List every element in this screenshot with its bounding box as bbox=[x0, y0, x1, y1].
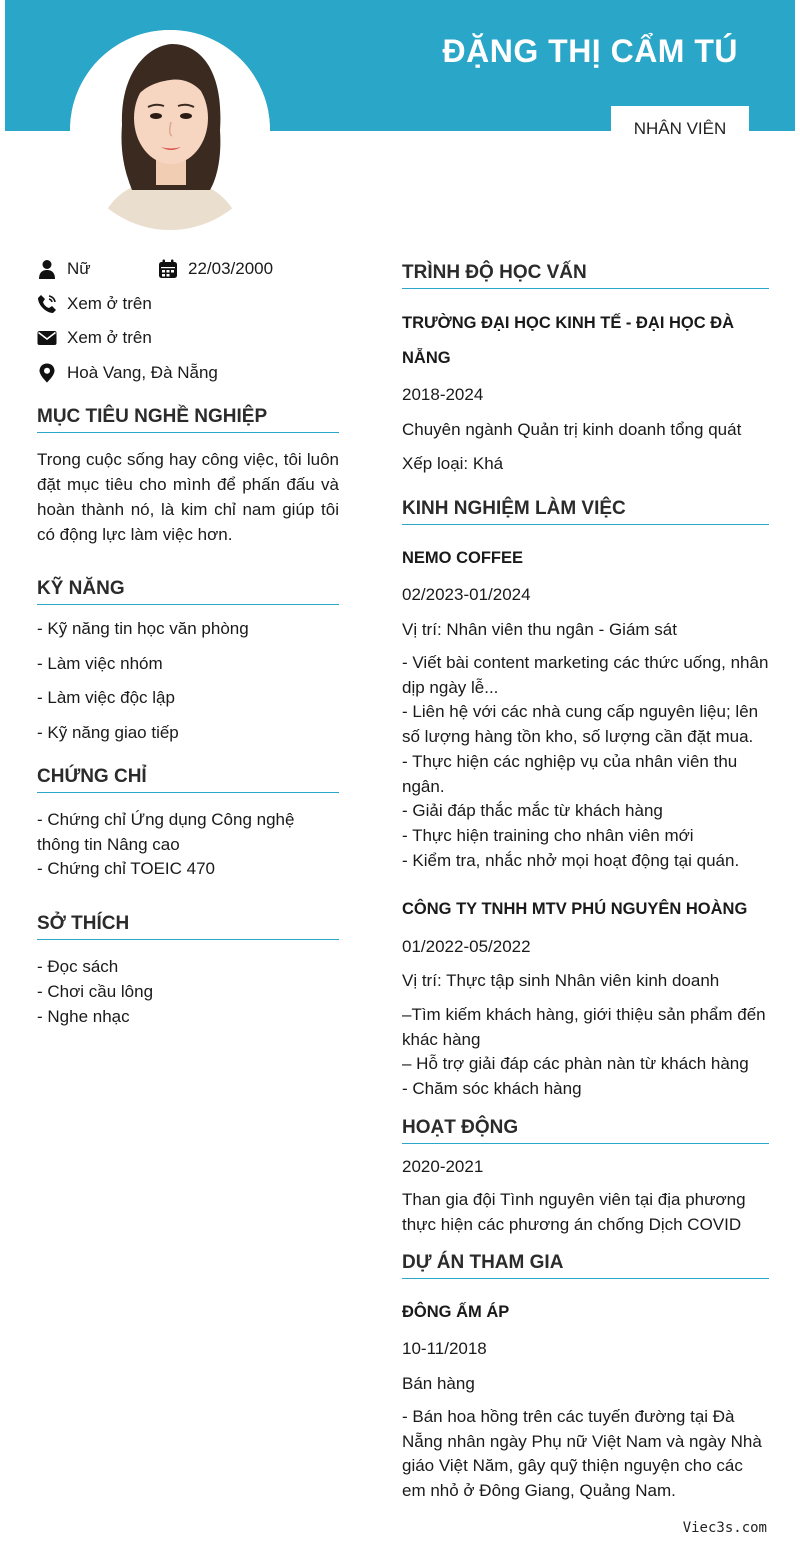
school-name: TRƯỜNG ĐẠI HỌC KINH TẾ - ĐẠI HỌC ĐÀ NẴNG bbox=[402, 314, 735, 367]
project-period: 10-11/2018 bbox=[402, 1339, 487, 1359]
user-icon bbox=[37, 259, 57, 279]
list-item: - Thực hiện các nghiệp vụ của nhân viên thu ngân. bbox=[402, 751, 738, 796]
left-column bbox=[37, 252, 339, 1029]
hobbies-title: SỞ THÍCH bbox=[37, 913, 339, 940]
gender-info bbox=[37, 259, 158, 279]
job-period: 01/2022-05/2022 bbox=[402, 936, 531, 956]
job-entry bbox=[402, 892, 769, 1101]
education-block bbox=[402, 306, 769, 482]
envelope-icon bbox=[37, 328, 57, 348]
position-badge bbox=[611, 106, 749, 152]
contact-row-gender-birthday bbox=[37, 252, 339, 287]
job-role: Vị trí: Nhân viên thu ngân - Giám sát bbox=[402, 619, 677, 639]
list-item: - Nghe nhạc bbox=[37, 1006, 130, 1026]
gender-text: Nữ bbox=[67, 259, 91, 279]
projects-title: DỰ ÁN THAM GIA bbox=[402, 1252, 769, 1279]
watermark: Viec3s.com bbox=[682, 1520, 767, 1536]
activities-period: 2020-2021 bbox=[402, 1156, 484, 1176]
birthday-info bbox=[158, 259, 273, 279]
phone-icon bbox=[37, 294, 57, 314]
job-entry bbox=[402, 541, 769, 874]
project-description: - Bán hoa hồng trên các tuyến đường tại Đà Nẵng nhân ngày Phụ nữ Việt Nam và ngày Nhà giáo Việt Năm, gây quỹ thiện nguyện cho các em nhỏ ở Đông Giang, Quảng Nam. bbox=[402, 1407, 762, 1501]
list-item: - Làm việc nhóm bbox=[37, 653, 163, 673]
candidate-name: ĐẶNG THỊ CẨM TÚ bbox=[442, 33, 738, 69]
activities-text: Than gia đội Tình nguyên viên tại địa phương thực hiện các phương án chống Dịch COVID bbox=[402, 1190, 746, 1234]
list-item: – Hỗ trợ giải đáp các phàn nàn từ khách hàng bbox=[402, 1054, 749, 1074]
list-item: - Giải đáp thắc mắc từ khách hàng bbox=[402, 801, 663, 821]
certificates-list bbox=[37, 808, 339, 882]
hobbies-list bbox=[37, 955, 339, 1029]
experience-title: KINH NGHIỆM LÀM VIỆC bbox=[402, 498, 769, 525]
education-title: TRÌNH ĐỘ HỌC VẤN bbox=[402, 262, 769, 289]
list-item: - Chăm sóc khách hàng bbox=[402, 1078, 582, 1098]
company-name: NEMO COFFEE bbox=[402, 548, 524, 567]
position-label: NHÂN VIÊN bbox=[633, 119, 727, 138]
activities-title: HOẠT ĐỘNG bbox=[402, 1117, 769, 1144]
contact-row-address bbox=[37, 356, 339, 391]
job-details bbox=[402, 651, 769, 873]
list-item: - Viết bài content marketing các thức uống, nhân dịp ngày lễ... bbox=[402, 653, 769, 697]
list-item: - Liên hệ với các nhà cung cấp nguyên liệu; lên số lượng hàng tồn kho, số lượng cần đặt mua. bbox=[402, 702, 759, 747]
education-major: Chuyên ngành Quản trị kinh doanh tổng quát bbox=[402, 419, 742, 439]
contact-row-phone bbox=[37, 287, 339, 322]
list-item: - Đọc sách bbox=[37, 957, 119, 977]
address-text: Hoà Vang, Đà Nẵng bbox=[67, 362, 218, 382]
avatar bbox=[70, 30, 270, 230]
portrait-photo bbox=[70, 30, 270, 230]
right-column bbox=[402, 262, 769, 1504]
job-details bbox=[402, 1003, 769, 1102]
project-name: ĐÔNG ẤM ÁP bbox=[402, 1302, 510, 1321]
education-grade: Xếp loại: Khá bbox=[402, 454, 504, 473]
skills-list bbox=[37, 612, 339, 750]
objective-title: MỤC TIÊU NGHỀ NGHIỆP bbox=[37, 406, 339, 433]
location-pin-icon bbox=[37, 363, 57, 383]
calendar-icon bbox=[158, 259, 178, 279]
birthday-text: 22/03/2000 bbox=[188, 259, 274, 279]
contact-row-email bbox=[37, 321, 339, 356]
list-item: - Kỹ năng giao tiếp bbox=[37, 722, 179, 742]
project-entry bbox=[402, 1295, 769, 1504]
list-item: - Làm việc độc lập bbox=[37, 688, 175, 707]
list-item: –Tìm kiếm khách hàng, giới thiệu sản phẩm đến khác hàng bbox=[402, 1004, 766, 1049]
email-text: Xem ở trên bbox=[67, 328, 152, 348]
company-name: CÔNG TY TNHH MTV PHÚ NGUYÊN HOÀNG bbox=[402, 900, 748, 919]
job-role: Vị trí: Thực tập sinh Nhân viên kinh doanh bbox=[402, 971, 720, 991]
phone-text: Xem ở trên bbox=[67, 293, 152, 313]
list-item: - Thực hiện training cho nhân viên mới bbox=[402, 825, 694, 845]
education-period: 2018-2024 bbox=[402, 385, 484, 404]
skills-title: KỸ NĂNG bbox=[37, 578, 339, 605]
objective-text: Trong cuộc sống hay công việc, tôi luôn đặt mục tiêu cho mình để phấn đấu và hoàn thành nó, là kim chỉ nam giúp tôi có động lực làm việc hơn. bbox=[37, 450, 339, 544]
project-role: Bán hàng bbox=[402, 1373, 475, 1393]
list-item: - Kiểm tra, nhắc nhở mọi hoạt động tại quán. bbox=[402, 850, 740, 870]
list-item: - Chơi cầu lông bbox=[37, 981, 154, 1001]
list-item: - Chứng chỉ Ứng dụng Công nghệ thông tin Nâng cao bbox=[37, 810, 295, 854]
list-item: - Chứng chỉ TOEIC 470 bbox=[37, 859, 216, 879]
certificates-title: CHỨNG CHỈ bbox=[37, 766, 339, 793]
job-period: 02/2023-01/2024 bbox=[402, 585, 531, 604]
list-item: - Kỹ năng tin học văn phòng bbox=[37, 619, 249, 638]
